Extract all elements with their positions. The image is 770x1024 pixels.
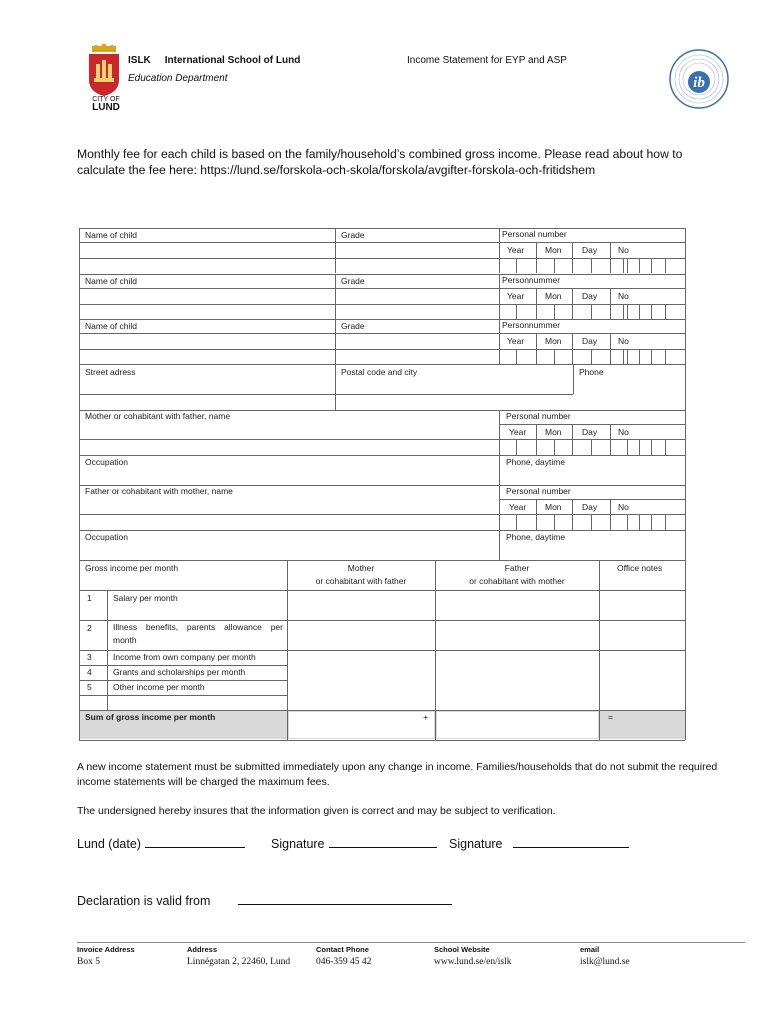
father-col-header-2: or cohabitant with mother (469, 576, 565, 586)
father-personal-number-label: Personal number (506, 486, 571, 496)
city-of-lund-label (89, 96, 123, 113)
child-2-day-label: Day (582, 290, 598, 301)
signature-2-label: Signature (449, 837, 503, 851)
declaration-text: The undersigned hereby insures that the information given is correct and may be subject to verification. (77, 805, 556, 817)
lund-date-label: Lund (date) (77, 837, 141, 851)
footer-phone-label: Contact Phone (316, 945, 369, 954)
phone-label: Phone (579, 367, 604, 377)
child-2-no-label: No (618, 290, 629, 301)
footer-divider (77, 942, 745, 943)
child-2-month-label: Mon (545, 290, 562, 301)
footer-website-label: School Website (434, 945, 490, 954)
mother-occupation-label: Occupation (85, 457, 128, 467)
father-year-label: Year (509, 502, 527, 512)
ib-logo-text: ib (693, 75, 705, 91)
income-row-4-label: Grants and scholarships per month (113, 667, 246, 677)
father-month-label: Mon (545, 502, 562, 512)
child-1-month-label: Mon (545, 245, 562, 255)
father-no-label: No (618, 502, 629, 512)
lund-date-line[interactable] (145, 835, 245, 848)
income-row-5-num: 5 (87, 682, 92, 692)
child-1-year-label: Year (507, 245, 525, 255)
sum-plus-sign: + (423, 712, 428, 722)
child-3-no-label: No (618, 336, 629, 346)
child-2-name-label: Name of child (85, 275, 137, 286)
footer-address-label: Address (187, 945, 218, 954)
sum-equals-sign: = (608, 712, 613, 722)
child-1-day-label: Day (582, 245, 598, 255)
gross-income-header: Gross income per month (85, 563, 179, 573)
income-row-1-label: Salary per month (113, 593, 178, 603)
signature-2-line[interactable] (513, 835, 629, 848)
postal-code-label: Postal code and city (341, 367, 418, 377)
child-2-year-label: Year (507, 290, 525, 301)
valid-from-label: Declaration is valid from (77, 894, 211, 908)
child-3-grade-label: Grade (341, 321, 365, 331)
father-phone-daytime-label: Phone, daytime (506, 532, 566, 542)
mother-year-label: Year (509, 427, 527, 437)
child-3-personal-number-label: Personnummer (502, 320, 561, 330)
mother-phone-daytime-label: Phone, daytime (506, 457, 566, 467)
income-statement-form (79, 228, 685, 740)
income-row-5-label: Other income per month (113, 682, 205, 692)
child-1-no-label: No (618, 245, 629, 255)
department-name: Education Department (128, 73, 228, 84)
father-name-label: Father or cohabitant with mother, name (85, 486, 233, 496)
footer-invoice-value: Box 5 (77, 957, 100, 967)
mother-col-header-1: Mother (347, 563, 375, 573)
income-row-3-label: Income from own company per month (113, 652, 256, 662)
child-1-personal-number-label: Personal number (502, 229, 567, 239)
footer-address-value: Linnégatan 2, 22460, Lund (187, 957, 291, 967)
income-row-1-num: 1 (87, 593, 92, 603)
footer-website-value[interactable]: www.lund.se/en/islk (434, 957, 512, 967)
signature-1-label: Signature (271, 837, 325, 851)
document-title: Income Statement for EYP and ASP (407, 55, 567, 66)
lund-date-field[interactable] (77, 835, 245, 851)
child-3-month-label: Mon (545, 336, 562, 346)
income-row-4-num: 4 (87, 667, 92, 677)
mother-name-label: Mother or cohabitant with father, name (85, 411, 231, 421)
school-name: International School of Lund (164, 55, 301, 66)
child-3-year-label: Year (507, 336, 525, 346)
city-of-text: CITY OF (92, 96, 120, 103)
income-row-2-label: Illness benefits, parents allowance per month (113, 622, 283, 645)
mother-month-label: Mon (545, 427, 562, 437)
child-2-grade-label: Grade (341, 275, 365, 286)
footer-invoice-label: Invoice Address (77, 945, 135, 954)
child-1-name-label: Name of child (85, 230, 137, 240)
footer-phone-value: 046-359 45 42 (316, 957, 372, 967)
mother-no-label: No (618, 427, 629, 437)
intro-text: Monthly fee for each child is based on the family/household’s combined gross income. Please read about how to calculate the fee here: https://lund.se/forskola-och-skola/forskola/avgifter-forskola-och-fritidshem (77, 147, 683, 177)
child-1-grade-label: Grade (341, 230, 365, 240)
valid-from-field[interactable] (77, 892, 452, 908)
school-code: ISLK (128, 55, 151, 66)
street-address-label: Street adress (85, 367, 136, 377)
child-3-name-label: Name of child (85, 321, 137, 331)
footer-email-value[interactable]: islk@lund.se (580, 957, 630, 967)
father-col-header-1: Father (504, 563, 530, 573)
office-notes-header: Office notes (617, 563, 663, 573)
income-row-2-num: 2 (87, 623, 92, 633)
signature-1-field[interactable] (271, 835, 437, 851)
father-occupation-label: Occupation (85, 532, 128, 542)
mother-day-label: Day (582, 427, 598, 437)
signature-2-field[interactable] (449, 835, 629, 851)
income-change-notice: A new income statement must be submitted immediately upon any change in income. Families/households that do not submit the required income statements will be charged the maximum fees. (77, 761, 718, 788)
sum-father-field[interactable] (437, 712, 598, 738)
school-heading (128, 55, 300, 66)
footer-email-label: email (580, 945, 600, 954)
city-name-text: LUND (92, 102, 120, 113)
child-2-personal-number-label: Personnummer (502, 274, 561, 285)
sum-mother-field[interactable] (289, 712, 434, 738)
mother-personal-number-label: Personal number (506, 411, 571, 421)
father-day-label: Day (582, 502, 598, 512)
sum-gross-income-label: Sum of gross income per month (85, 712, 216, 722)
mother-col-header-2: or cohabitant with father (315, 576, 407, 586)
valid-from-line[interactable] (238, 892, 452, 905)
ib-logo (668, 48, 730, 110)
signature-1-line[interactable] (329, 835, 437, 848)
child-3-day-label: Day (582, 336, 598, 346)
income-row-3-num: 3 (87, 652, 92, 662)
